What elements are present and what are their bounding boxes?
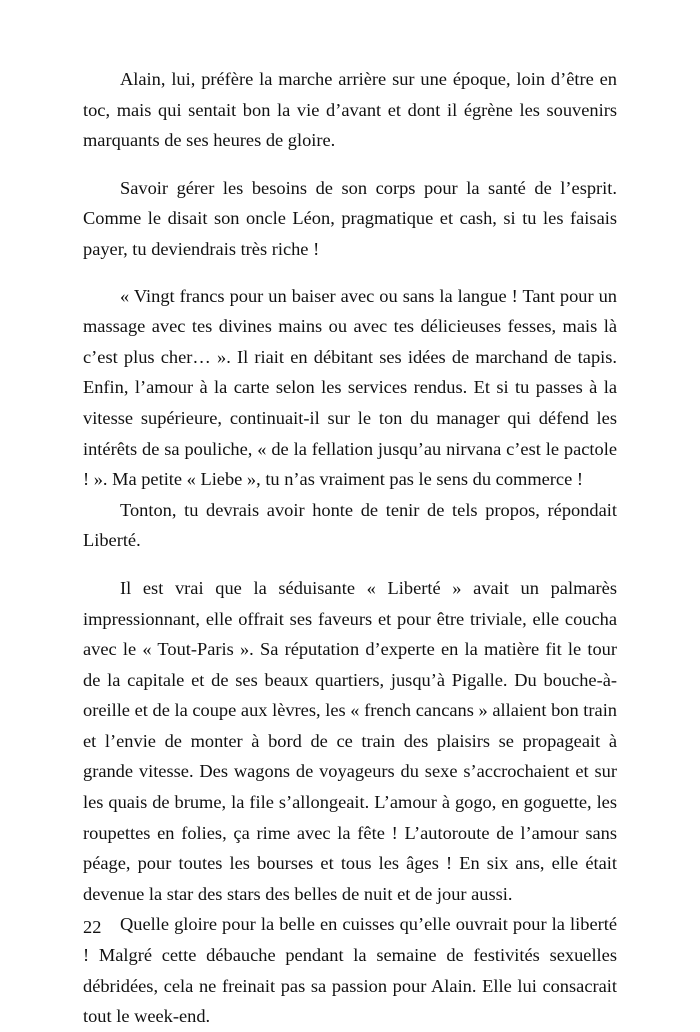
page-body	[83, 64, 617, 1032]
paragraph-alain-nostalgia: Alain, lui, préfère la marche arrière sur une époque, loin d’être en toc, mais qui sentait bon la vie d’avant et dont il égrène les souvenirs marquants de ses heures de gloire.	[83, 69, 617, 151]
paragraph-tonton-reply: Tonton, tu devrais avoir honte de tenir de tels propos, répondait Liberté.	[83, 499, 617, 551]
paragraph-vingt-francs: « Vingt francs pour un baiser avec ou sans la langue ! Tant pour un massage avec tes divines mains ou avec tes délicieuses fesses, mais là c’est plus cher… ». Il riait en débitant ses idées de marchand de tapis. Enfin, l’amour à la carte selon les services rendus. Et si tu passes à la vitesse supérieure, continuait-il sur le ton du manager qui défend les intérêts de sa pouliche, « de la fellation jusqu’au nirvana c’est le pactole ! ». Ma petite « Liebe », tu n’as vraiment pas le sens du commerce !	[83, 285, 617, 490]
paragraph-oncle-leon: Savoir gérer les besoins de son corps pour la santé de l’esprit. Comme le disait son oncle Léon, pragmatique et cash, si tu les faisais payer, tu deviendrais très riche !	[83, 177, 617, 259]
paragraph-quelle-gloire: Quelle gloire pour la belle en cuisses qu’elle ouvrait pour la liberté ! Malgré cette débauche pendant la semaine de festivités sexuelles débridées, cela ne freinait pas sa passion pour Alain. Elle lui consacrait tout le week-end.	[83, 914, 617, 1027]
page-number: 22	[83, 917, 102, 937]
paragraph-liberte-palmares: Il est vrai que la séduisante « Liberté » avait un palmarès impressionnant, elle offrait ses faveurs et pour être triviale, elle coucha avec le « Tout-Paris ». Sa réputation d’experte en la matière fit le tour de la capitale et de ses beaux quartiers, jusqu’à Pigalle. Du bouche-à-oreille et de la coupe aux lèvres, les « french cancans » allaient bon train et l’envie de monter à bord de ce train des plaisirs se propageait à grande vitesse. Des wagons de voyageurs du sexe s’accrochaient et sur les quais de brume, la file s’allongeait. L’amour à gogo, en goguette, les roupettes en folies, ça rime avec la fête ! L’autoroute de l’amour sans péage, pour toutes les bourses et tous les âges ! En six ans, elle était devenue la star des stars des belles de nuit et de jour aussi.	[83, 577, 617, 904]
